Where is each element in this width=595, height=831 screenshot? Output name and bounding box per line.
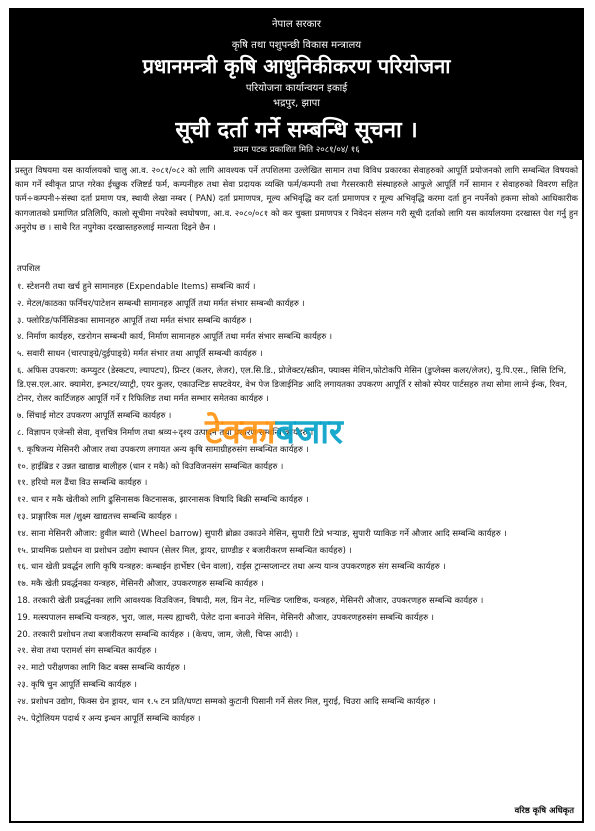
watermark-logo <box>205 412 435 452</box>
list-item: १०. हाईब्रिड र उन्नत खाद्यान्न बालीहरु (धान र मकै) को विउविजनसंग सम्बन्धित कार्यहरु । <box>17 460 284 471</box>
list-item: १४. साना मेसिनरी औजार: हुवील ब्यारो (Wheel barrow) सुपारी ब्रोक्रा उकाउने मेसिन, सुपारी टिप्ने भर्‍याङ, सुपारी प्याकिङ गर्ने औजार आदि सम्बन्धि कार्यहरु । <box>17 527 507 538</box>
list-item: ५. सवारी साधन (चारपाङ्ग्रे/दुईपाङ्ग्रे) मर्मत संभार तथा आपूर्ति सम्बन्धी कार्यहरु । <box>17 348 263 359</box>
list-item: १३. प्राङ्गारिक मल /शुक्ष्म खाद्यतत्त्व सम्बन्धि कार्यहरु । <box>17 510 178 521</box>
list-item: ७. सिंचाई मोटर उपकरण आपूर्ति सम्बन्धि कार्यहरु । <box>17 410 172 421</box>
notice-banner <box>11 10 582 160</box>
list-item: २३. कृषि चुन आपूर्ति सम्बन्धि कार्यहरु । <box>17 678 137 689</box>
list-item: ३. फ्लोरिङ/फर्निसिङका सामानहरु आपूर्ति तथा मर्मत संभार सम्बन्धि कार्यहरु । <box>17 314 252 325</box>
list-item: २४. प्रशोधन उद्योग, फिक्स ग्रेन ड्रायर, धान १.५ टन प्रति/घण्टा सम्मको कुटानी पिसानी गर्ने सेलर मिल, मुराई, चिउरा आदि सम्बन्धि कार्यहरु । <box>17 695 436 706</box>
list-item: ४. निर्माण कार्यहरु, रङरोगन सम्बन्धी कार्य, निर्माण सामानहरु आपूर्ति तथा मर्मत संभार सम्बन्धि कार्यहरु । <box>17 331 333 342</box>
intro-paragraph: प्रस्तुत विषयमा यस कार्यालयको चालु आ.व. २०८१/०८२ को लागि आवश्यक पर्ने तपशिलमा उल्लेखित सामान तथा विविध प्रकारका सेवाहरुको आपूर्ति प्रयोजनको लागि सम्बन्धित विषयको काम गर्ने स्वीकृत प्राप्त गरेका ईच्छुक रजिष्टर्ड फर्म, कम्पनीहरु तथा सेवा प्रदायक व्यक्ति फर्म/कम्पनी तथा गैरसरकारी संस्थाहरुले आफुले आपूर्ति गर्ने सामान र सेवाहरुको विवरण सहित फर्म÷कम्पनी÷संस्था दर्ता प्रमाण पत्र, स्थायी लेखा नम्बर ( PAN) दर्ता प्रमाणपत्र, मूल्य अभिवृद्धि कर दर्ता प्रमाणपत्र र मूल्य अभिवृद्धि करमा दर्ता हुन नपर्नेको हकमा सोको आधिकारीक कागजातको प्रमाणित प्रतिलिपि, कालो सूचीमा नपरेको स्वघोषणा, आ.व. २०८०/०८१ को कर चुक्ता प्रमाणपत्र र निवेदन संलग्न गरी सूची दर्ताको लागि यस कार्यालयमा दरखास्त पेश गर्नु हुन अनुरोध छ । साथै रित नपुगेका दरखास्तहरुलाई मान्यता दिइने छैन । <box>15 165 578 232</box>
notice-title: सूची दर्ता गर्ने सम्बन्धि सूचना । <box>175 118 418 143</box>
list-item: ८. विज्ञापन एजेन्सी सेवा, वृत्तचित्र निर्माण तथा श्रव्य÷दृश्य उत्पादन तथा प्रसारण सम्बन्धि कार्यहरु । <box>17 426 314 437</box>
list-item: 19. मत्स्यपालन सम्बन्धि यन्त्रहरु, भुरा, जाल, मत्स्य ह्याचरी, पेलेट दाना बनाउने मेसिन, मेसिनरी औजार, उपकरणहरुसंग सम्बन्धि कार्यहरु । <box>17 611 434 622</box>
list-item: १२. धान र मकै खेतीको लागि ढुसिनासक किटनासक, झारनासक विषादि बिक्री सम्बन्धि कार्यहरु । <box>17 494 309 505</box>
office-address: भद्रपुर, झापा <box>273 98 320 109</box>
item-list <box>17 279 577 727</box>
publish-date: प्रथम पटक प्रकाशित मिति २०८१/०४/ १६ <box>233 145 360 155</box>
list-item: 20. तरकारी प्रशोधन तथा बजारीकरण सम्बन्धि कार्यहरु । (केचप, जाम, जेली, चिप्स आदी) । <box>17 628 299 639</box>
list-heading: तपशिल <box>17 263 41 273</box>
list-item: २. मेटल/काठका फर्निचर/पाटेशन सम्बन्धी सामानहरु आपूर्ति तथा मर्मत संभार सम्बन्धी कार्यहरु । <box>17 297 305 308</box>
list-item: २५. पेट्रोलियम पदार्थ र अन्य इन्धन आपूर्ति सम्बन्धि कार्यहरु । <box>17 712 201 723</box>
list-item: २२. माटो परीक्षणका लागि किट बक्स सम्बन्धि कार्यहरु । <box>17 662 186 673</box>
watermark-main: टेक्का <box>205 412 276 452</box>
list-item: ९. कृषिजन्य मेसिनरी औजार तथा उपकरण लगायत अन्य कृषि सामाग्रीहरुसंग सम्बन्धित कार्यहरु । <box>17 443 309 454</box>
government-name: नेपाल सरकार <box>272 19 321 30</box>
watermark-accent: बजार <box>275 412 343 452</box>
project-name: प्रधानमन्त्री कृषि आधुनिकीकरण परियोजना <box>142 54 451 78</box>
list-item: ११. हरियो मल ढैंचा विउ सम्बन्धि कार्यहरु । <box>17 477 148 488</box>
ministry-name: कृषि तथा पशुपन्छी विकास मन्त्रालय <box>231 40 362 51</box>
list-item: ६. अफिस उपकरण: कम्प्युटर (डेस्कटप, ल्यापटप), प्रिन्टर (कलर, लेजर), एल.सि.डि., प्रोजेक्टर/स्क्रीन, फ्याक्स मेशिन,फोटोकपि मेसिन (डुप्लेक्स कलर/लेजर), यु.पि.एस., सिसि टिभि, डि.एस.एल.आर. क्यामेरा, इन्भटर/व्याट्री, एयर कुलर, एकाउन्टिङ सफ्टवेयर, वेभ पेज डिजाईनिङ आदि लगायतका उपकरण आपूर्ति र सोको स्पेयर पार्टसहरु तथा सोमा लाग्ने ईन्क, रिवन, टोनर, रोलर कार्टिजहरु आपूर्ति गर्ने र रिफिलिङ तथा मर्मत सम्भार समेतका कार्यहरु । <box>17 364 568 404</box>
list-item: 18. तरकारी खेती प्रवर्द्धनका लागि आवश्यक विउविजन, विषादी, मल, ग्रिन नेट, मल्चिङ प्लाष्टिक, यन्त्रहरु, मेसिनरी औजार, उपकरणहरु सम्बन्धि कार्यहरु । <box>17 594 484 605</box>
list-item: २१. सेवा तथा परामर्श संग सम्बन्धित कार्यहरु । <box>17 645 157 656</box>
list-item: १६. धान खेती प्रवर्द्धन लागि कृषि यन्त्रहरु: कम्बाईन हार्भेष्टर (चेन वाला), राईस ट्रान्सप्लान्टर तथा अन्य यान्त्र उपकरणहरु संग सम्बन्धि कार्यहरु । <box>17 561 446 572</box>
list-item: १. स्टेशनरी तथा खर्च हुने सामानहरु (Expendable Items) सम्बन्धि कार्य । <box>17 281 256 291</box>
signature-designation: वरिष्ठ कृषि अधिकृत <box>514 805 574 815</box>
list-item: १७. मकै खेती प्रवर्द्धनका यन्त्रहरु, मेसिनरी औजार, उपकरणहरु सम्बन्धि कार्यहरु । <box>17 578 264 589</box>
office-name: परियोजना कार्यान्वयन इकाई <box>245 83 348 94</box>
list-item: १५. प्राथमिक प्रशोधन वा प्रशोधन उद्योग स्थापन (सेलर मिल, ड्रायर, ग्राण्डीङ र बजारीकरण सम्बन्धित कार्यहरु) । <box>17 544 352 555</box>
